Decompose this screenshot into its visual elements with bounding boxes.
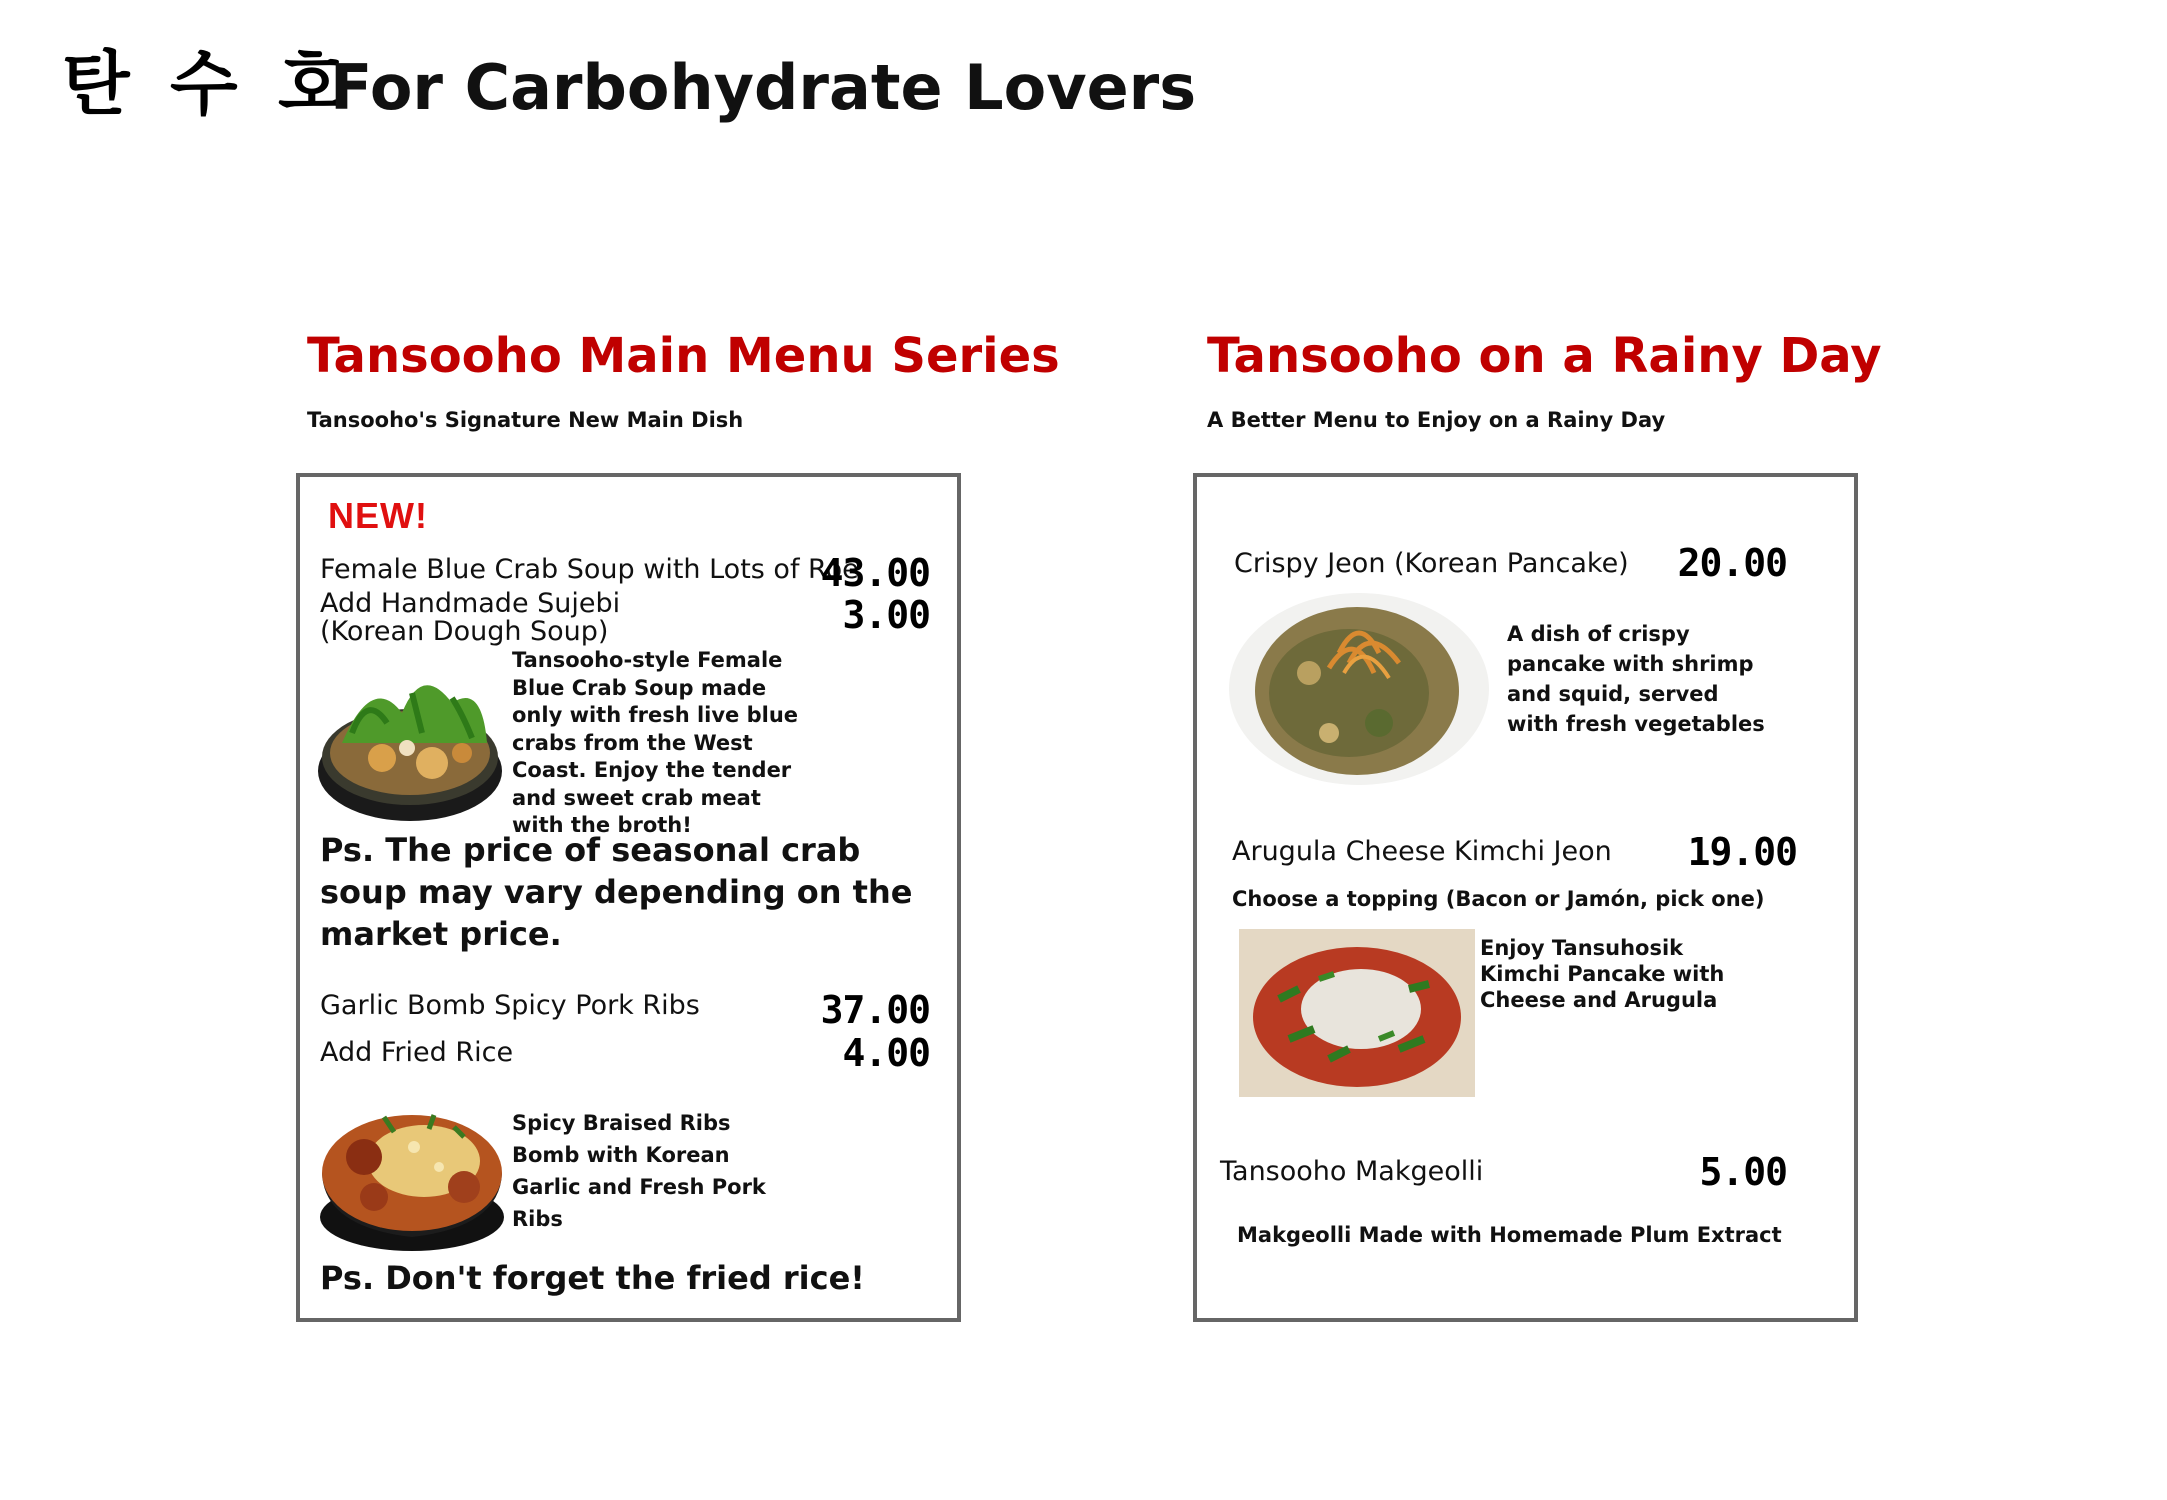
fried-rice-note: Ps. Don't forget the fried rice! <box>320 1259 865 1297</box>
new-badge: NEW! <box>328 495 428 536</box>
item-crispy-jeon-name: Crispy Jeon (Korean Pancake) <box>1234 548 1629 579</box>
item-crab-soup-name: Female Blue Crab Soup with Lots of Roe <box>320 554 859 585</box>
crab-soup-description: Tansooho-style Female Blue Crab Soup made only with fresh live blue crabs from the West Coast. Enjoy the tender and sweet crab meat with the broth! <box>512 648 799 837</box>
arugula-jeon-description: Enjoy Tansuhosik Kimchi Pancake with Cheese and Arugula <box>1480 936 1725 1012</box>
pork-ribs-description: Spicy Braised Ribs Bomb with Korean Garlic and Fresh Pork Ribs <box>512 1111 766 1231</box>
addon-fried-rice-name: Add Fried Rice <box>320 1037 514 1068</box>
addon-sujebi-line1: Add Handmade Sujebi <box>320 588 621 619</box>
addon-sujebi-price: 3.00 <box>842 593 930 637</box>
crab-soup-photo <box>312 653 508 823</box>
makgeolli-description: Makgeolli Made with Homemade Plum Extract <box>1237 1223 1782 1247</box>
pork-ribs-photo <box>314 1077 510 1255</box>
item-crispy-jeon-price: 20.00 <box>1677 541 1787 585</box>
rainy-day-card <box>1193 473 1858 1322</box>
topping-option-text: Choose a topping (Bacon or Jamón, pick one) <box>1232 887 1765 911</box>
item-pork-ribs-price: 37.00 <box>820 988 930 1032</box>
item-arugula-jeon-name: Arugula Cheese Kimchi Jeon <box>1232 836 1612 867</box>
crispy-jeon-description: A dish of crispy pancake with shrimp and squid, served with fresh vegetables <box>1507 622 1765 736</box>
crispy-jeon-photo <box>1229 593 1489 785</box>
addon-sujebi-line2: (Korean Dough Soup) <box>320 616 609 647</box>
item-makgeolli-price: 5.00 <box>1699 1150 1787 1194</box>
item-crab-soup-price: 43.00 <box>820 551 930 595</box>
item-makgeolli-name: Tansooho Makgeolli <box>1220 1156 1484 1187</box>
item-arugula-jeon-price: 19.00 <box>1687 830 1797 874</box>
left-section-title: Tansooho Main Menu Series <box>307 328 1060 384</box>
right-section-title: Tansooho on a Rainy Day <box>1207 328 1882 384</box>
left-section-subtitle: Tansooho's Signature New Main Dish <box>307 408 744 432</box>
item-pork-ribs-name: Garlic Bomb Spicy Pork Ribs <box>320 990 700 1021</box>
page-title: For Carbohydrate Lovers <box>330 51 1197 124</box>
main-menu-card <box>296 473 961 1322</box>
right-section-subtitle: A Better Menu to Enjoy on a Rainy Day <box>1207 408 1666 432</box>
seasonal-price-note: Ps. The price of seasonal crab soup may vary depending on the market price. <box>320 831 913 953</box>
addon-fried-rice-price: 4.00 <box>842 1031 930 1075</box>
arugula-jeon-photo <box>1239 929 1475 1097</box>
logo-korean-text: 탄 수 호 <box>62 43 354 125</box>
